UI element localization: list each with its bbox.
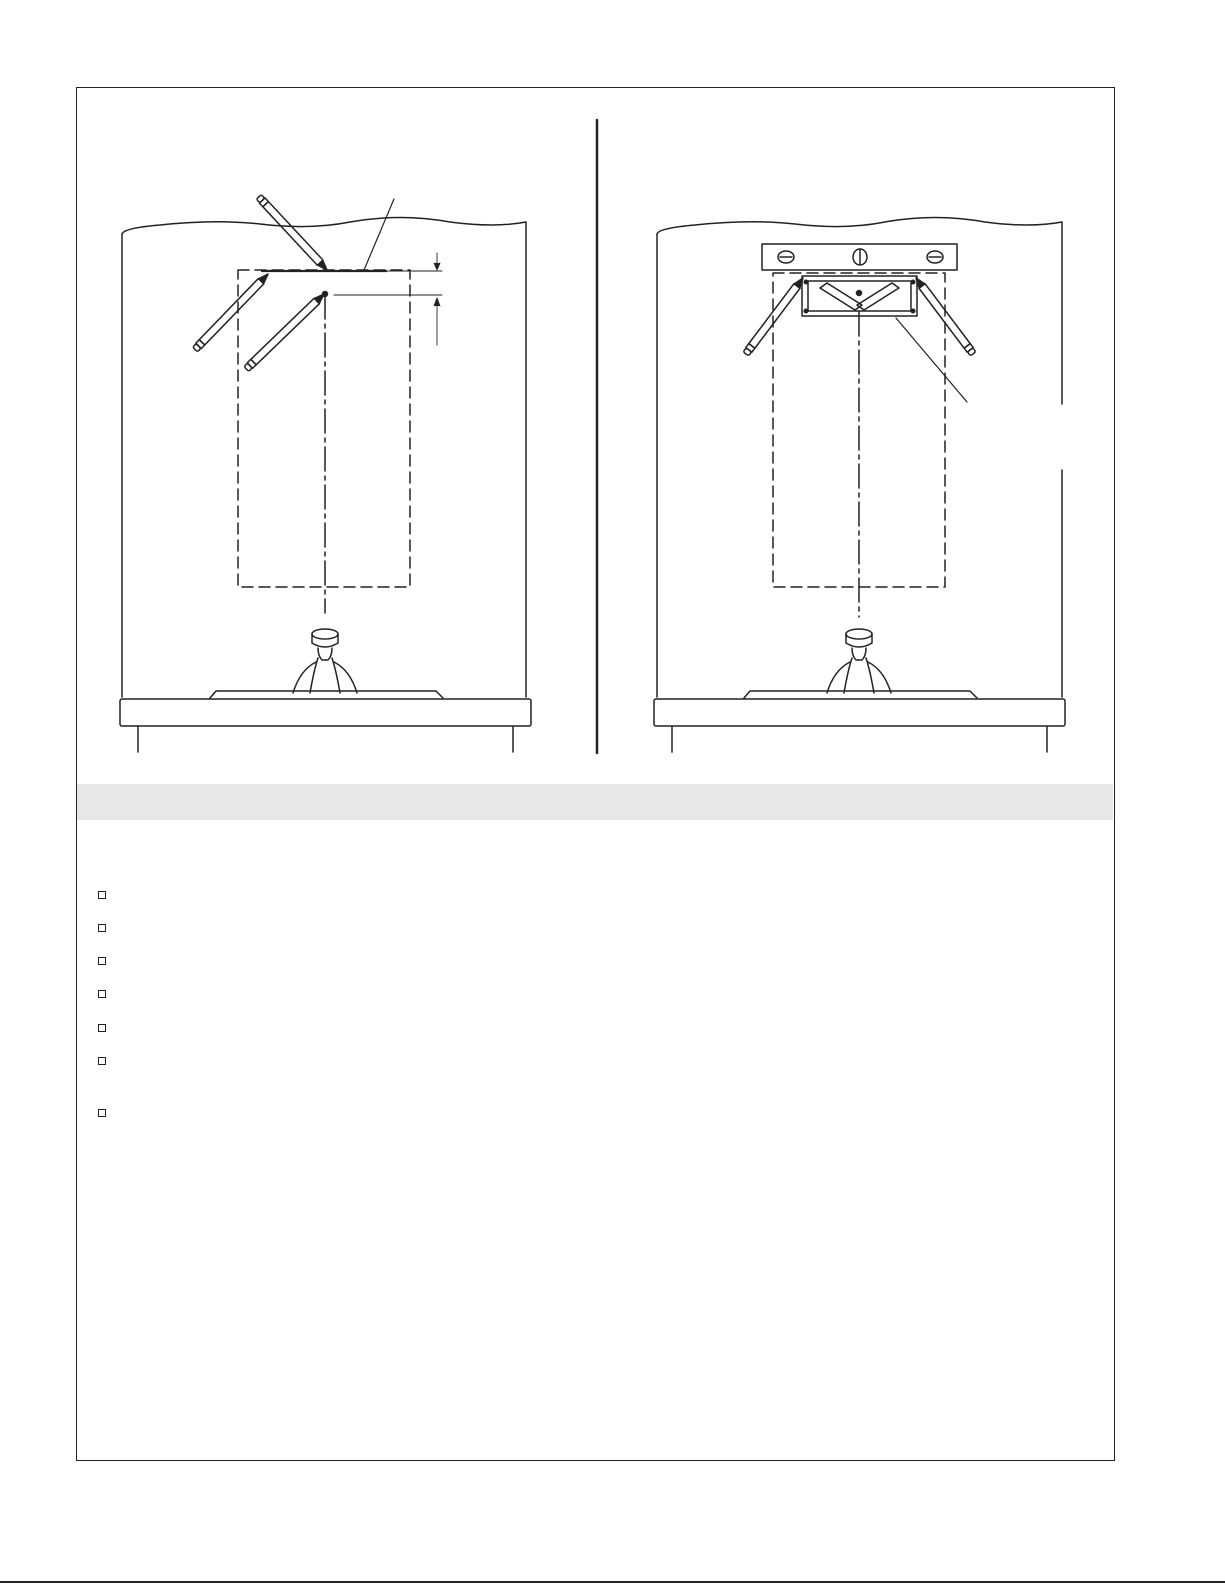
checklist-item bbox=[98, 1018, 1088, 1038]
checkbox[interactable] bbox=[98, 1057, 106, 1065]
section-heading-band bbox=[77, 784, 1113, 820]
level-tool bbox=[762, 244, 957, 270]
checkbox[interactable] bbox=[98, 990, 106, 998]
left-countertop bbox=[120, 699, 531, 726]
pencil-left bbox=[192, 271, 270, 352]
checklist-item bbox=[98, 951, 1088, 971]
mounting-bracket bbox=[802, 276, 917, 316]
right-countertop bbox=[654, 699, 1065, 726]
pencil-middle bbox=[244, 291, 327, 371]
left-callout-leader bbox=[364, 199, 394, 270]
checkbox[interactable] bbox=[98, 891, 106, 899]
checkbox[interactable] bbox=[98, 1024, 106, 1032]
checklist-item bbox=[98, 918, 1088, 938]
checklist-item bbox=[98, 984, 1088, 1004]
checklist-item bbox=[98, 885, 1088, 905]
checkbox[interactable] bbox=[98, 957, 106, 965]
pencil-right-left bbox=[743, 276, 806, 356]
left-mirror-outline bbox=[238, 270, 410, 587]
right-callout-leader bbox=[896, 318, 967, 402]
installation-illustration bbox=[0, 0, 1225, 780]
checklist-item bbox=[98, 1051, 1088, 1071]
pencil-top bbox=[256, 194, 330, 272]
right-faucet bbox=[744, 629, 977, 698]
checkbox[interactable] bbox=[98, 924, 106, 932]
left-panel-wall bbox=[122, 218, 526, 698]
checkbox[interactable] bbox=[98, 1109, 106, 1117]
left-faucet bbox=[210, 629, 443, 698]
checklist-item bbox=[98, 1103, 1088, 1123]
page-bottom-rule bbox=[0, 1581, 1225, 1583]
